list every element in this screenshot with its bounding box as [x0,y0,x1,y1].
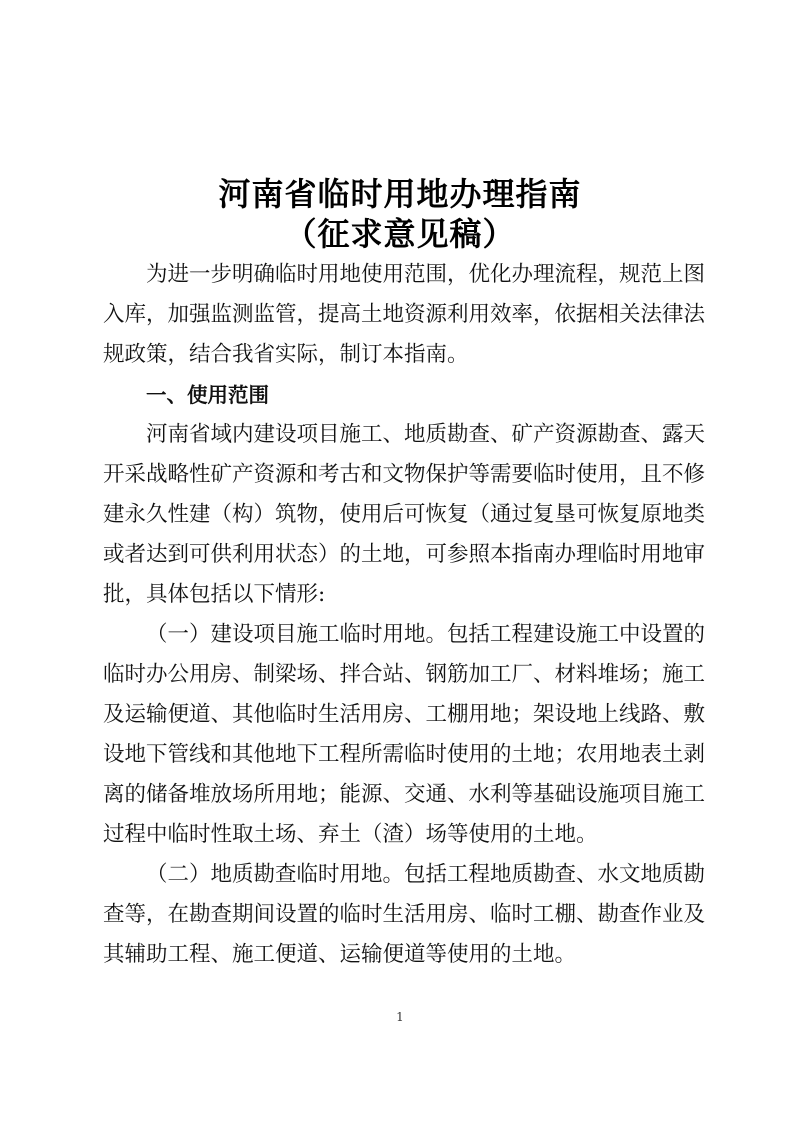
paragraph-line: 或者达到可供利用状态）的土地，可参照本指南办理临时用地审 [103,542,706,567]
paragraph-line: （一）建设项目施工临时用地。包括工程建设施工中设置的 [146,622,706,647]
paragraph-line: 查等，在勘查期间设置的临时生活用房、临时工棚、勘查作业及 [103,902,706,927]
paragraph-line: 及运输便道、其他临时生活用房、工棚用地；架设地上线路、敷 [103,702,706,727]
document-subtitle: （征求意见稿） [284,215,516,253]
intro-line: 入库，加强监测监管，提高土地资源利用效率，依据相关法律法 [103,302,706,327]
intro-line: 为进一步明确临时用地使用范围，优化办理流程，规范上图 [146,262,706,287]
intro-line: 规政策，结合我省实际，制订本指南。 [103,342,469,367]
paragraph-line: 批，具体包括以下情形: [103,582,326,607]
document-title: 河南省临时用地办理指南 [218,175,582,213]
page-number: 1 [396,1010,404,1024]
paragraph-line: （二）地质勘查临时用地。包括工程地质勘查、水文地质勘 [146,862,706,887]
section-heading-scope: 一、使用范围 [146,383,269,407]
paragraph-line: 河南省域内建设项目施工、地质勘查、矿产资源勘查、露天 [146,422,706,447]
paragraph-line: 设地下管线和其他地下工程所需临时使用的土地；农用地表土剥 [103,742,706,767]
paragraph-line: 其辅助工程、施工便道、运输便道等使用的土地。 [103,942,577,967]
paragraph-line: 开采战略性矿产资源和考古和文物保护等需要临时使用，且不修 [103,462,706,487]
paragraph-line: 离的储备堆放场所用地；能源、交通、水利等基础设施项目施工 [103,782,706,807]
paragraph-line: 建永久性建（构）筑物，使用后可恢复（通过复垦可恢复原地类 [103,502,706,527]
paragraph-line: 过程中临时性取土场、弃土（渣）场等使用的土地。 [103,822,598,847]
paragraph-line: 临时办公用房、制梁场、拌合站、钢筋加工厂、材料堆场；施工 [103,662,706,687]
